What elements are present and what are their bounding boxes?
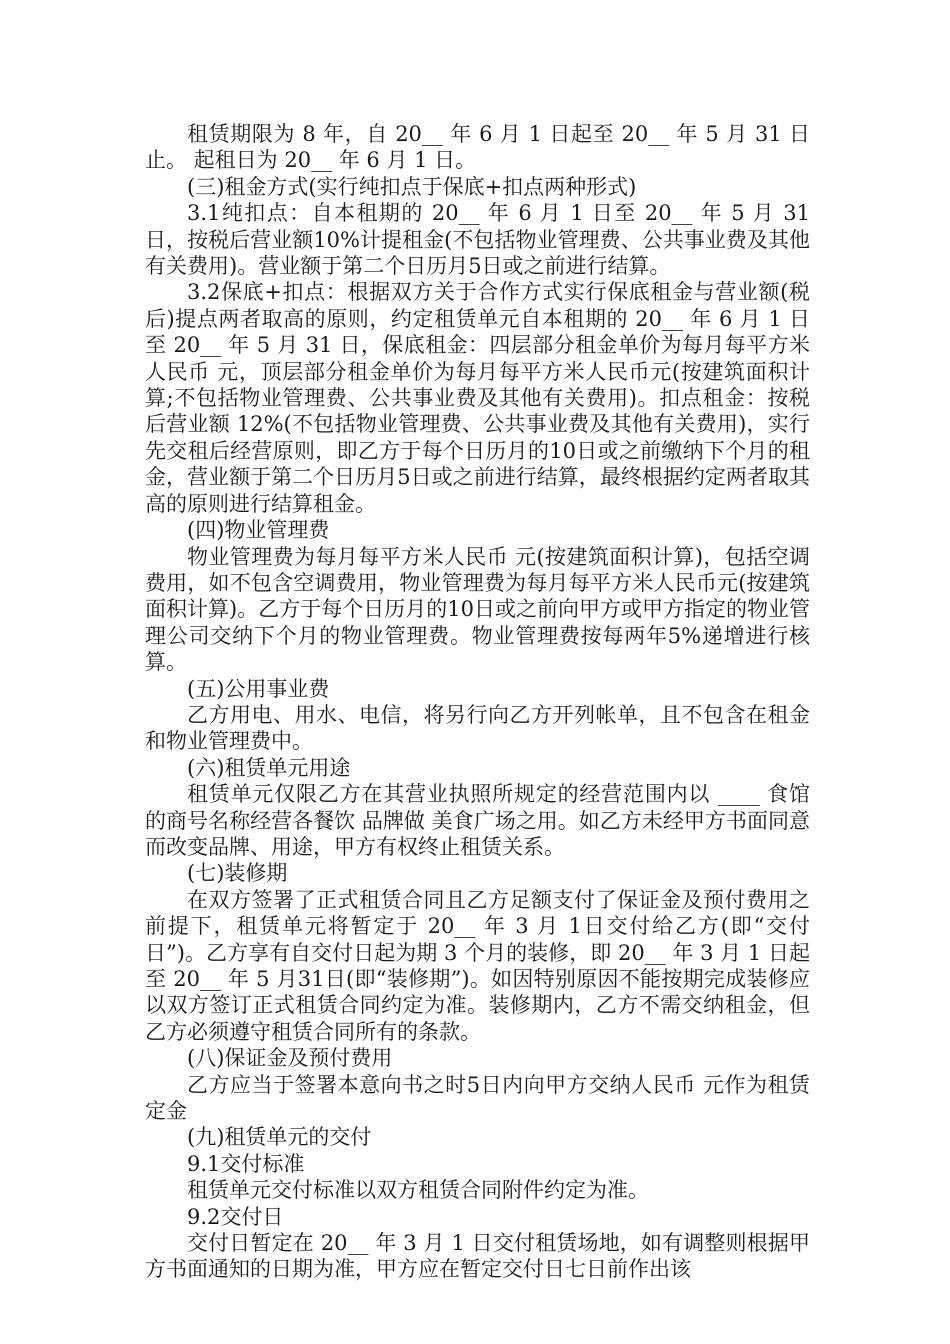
section-heading-deposit: (八)保证金及预付费用 bbox=[187, 1046, 393, 1071]
clause-3-1-paragraph: 3.1纯扣点：自本租期的 20__ 年 6 月 1 日至 20__ 年 5 月 31日，按税后营业额10%计提租金(不包括物业管理费、公共事业费及其他有关费用)。营业额于第二个日历月5日或之前进行结算。 bbox=[145, 201, 810, 279]
handover-standard-paragraph: 租赁单元交付标准以双方租赁合同附件约定为准。 bbox=[187, 1178, 649, 1203]
deposit-paragraph: 乙方应当于签署本意向书之时5日内向甲方交纳人民币 元作为租赁定金 bbox=[145, 1072, 810, 1124]
section-heading-renovation: (七)装修期 bbox=[187, 861, 288, 886]
clause-3-2-paragraph: 3.2保底+扣点：根据双方关于合作方式实行保底租金与营业额(税后)提点两者取高的原则，约定租赁单元自本租期的 20__ 年 6 月 1 日至 20__ 年 5 月 31 日，保底租金：四层部分租金单价为每月每平方米人民币 元，顶层部分租金单价为每月每平方米人民币元(按建筑面积计算;不包括物业管理费、公共事业费及其他有关费用)。扣点租金：按税后营业额 12%(不包括物业管理费、公共事业费及其他有关费用)，实行先交租后经营原则，即乙方于每个日历月的10日或之前缴纳下个月的租金，营业额于第二个日历月5日或之前进行结算，最终根据约定两者取其高的原则进行结算租金。 bbox=[145, 280, 810, 516]
clause-9-1-heading: 9.1交付标准 bbox=[187, 1151, 305, 1176]
section-heading-utilities: (五)公用事业费 bbox=[187, 676, 330, 701]
handover-date-paragraph: 交付日暂定在 20__ 年 3 月 1 日交付租赁场地，如有调整则根据甲方书面通知的日期为准，甲方应在暂定交付日七日前作出该 bbox=[145, 1231, 810, 1282]
section-heading-rent-method: (三)租金方式(实行纯扣点于保底+扣点两种形式) bbox=[187, 174, 637, 199]
section-heading-unit-use: (六)租赁单元用途 bbox=[187, 755, 351, 780]
renovation-paragraph: 在双方签署了正式租赁合同且乙方足额支付了保证金及预付费用之前提下，租赁单元将暂定于 20__ 年 3 月 1日交付给乙方(即“交付日”)。乙方享有自交付日起为期 3 个月的装修，即 20__ 年 3 月 1 日起至 20__ 年 5 月31日(即“装修期”)。如因特别原因不能按期完成装修应以双方签订正式租赁合同约定为准。装修期内，乙方不需交纳租金，但乙方必须遵守租赁合同所有的条款。 bbox=[145, 887, 810, 1044]
clause-9-2-heading: 9.2交付日 bbox=[187, 1204, 284, 1229]
section-heading-property-fee: (四)物业管理费 bbox=[187, 518, 330, 543]
document-page bbox=[145, 121, 810, 1283]
lease-term-paragraph: 租赁期限为 8 年，自 20__ 年 6 月 1 日起至 20__ 年 5 月 31 日止。 起租日为 20__ 年 6 月 1 日。 bbox=[145, 122, 810, 173]
unit-use-paragraph: 租赁单元仅限乙方在其营业执照所规定的经营范围内以 ____ 食馆 的商号名称经营各餐饮 品牌做 美食广场之用。如乙方未经甲方书面同意而改变品牌、用途，甲方有权终止租赁关系。 bbox=[145, 782, 810, 859]
utilities-paragraph: 乙方用电、用水、电信，将另行向乙方开列帐单，且不包含在租金和物业管理费中。 bbox=[145, 702, 810, 754]
property-fee-paragraph: 物业管理费为每月每平方米人民币 元(按建筑面积计算)，包括空调费用，如不包含空调费用，物业管理费为每月每平方米人民币元(按建筑面积计算)。乙方于每个日历月的10日或之前向甲方或甲方指定的物业管理公司交纳下个月的物业管理费。物业管理费按每两年5%递增进行核算。 bbox=[145, 544, 810, 675]
section-heading-handover: (九)租赁单元的交付 bbox=[187, 1125, 372, 1150]
